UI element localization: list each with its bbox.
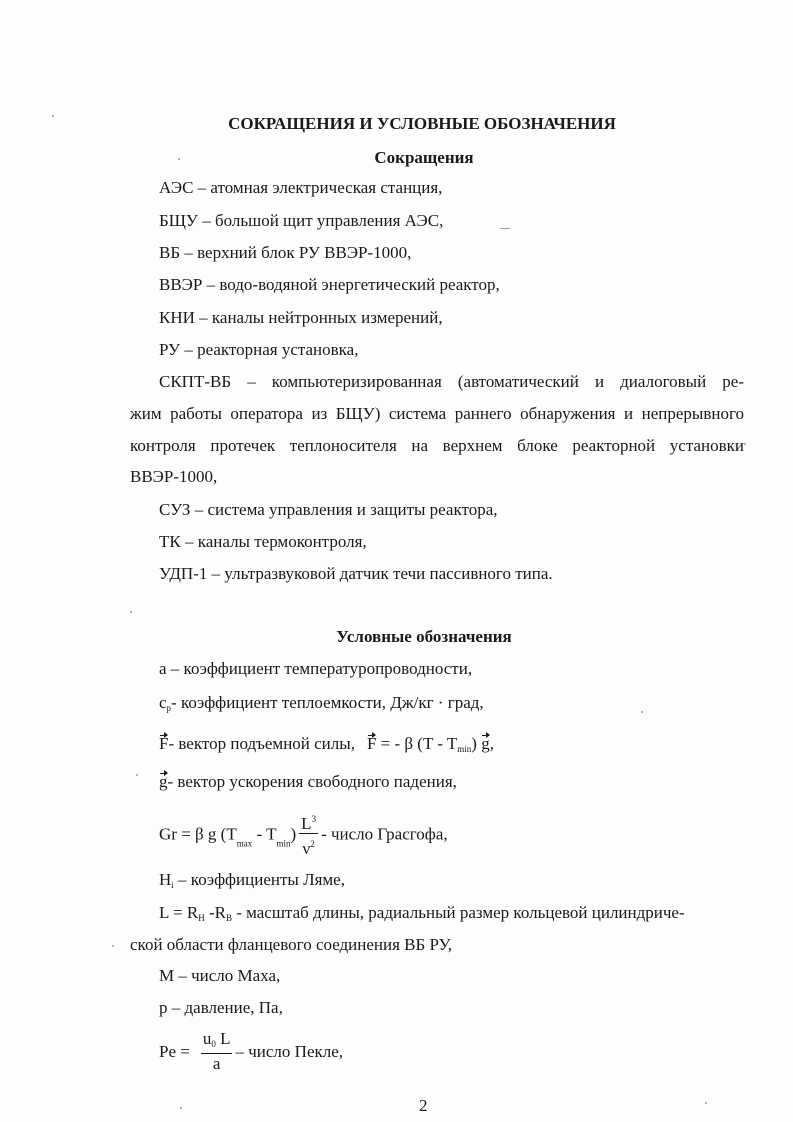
notation-gr — [159, 810, 448, 859]
notation-l-line-2: ской области фланцевого соединения ВБ РУ, — [130, 935, 453, 954]
scan-speck — [500, 228, 510, 229]
abbreviation-item: БЩУ – большой щит управления АЭС, — [159, 211, 444, 230]
f-formula-eq: = - β (T - T — [380, 734, 458, 753]
scan-speck — [180, 1107, 182, 1109]
notations-heading: Условные обозначения — [336, 627, 512, 646]
f-formula-g: g — [481, 734, 490, 753]
l-mid: -R — [204, 903, 226, 922]
scan-speck — [112, 945, 114, 947]
page-number: 2 — [419, 1096, 428, 1115]
pe-den: a — [212, 1054, 221, 1073]
f-formula-lhs: F — [366, 734, 377, 753]
abbreviation-item: ВВЭР – водо-водяной энергетический реактор, — [159, 275, 500, 294]
notation-f — [159, 734, 494, 759]
gr-num-l: L — [301, 814, 312, 833]
pe-num-sub: 0 — [211, 1039, 216, 1049]
scan-speck — [705, 1102, 707, 1104]
abbreviation-item: ТК – каналы термоконтроля, — [159, 532, 367, 551]
notation-a: a – коэффициент температуропроводности, — [159, 659, 473, 678]
gr-num-sup: 3 — [311, 814, 317, 824]
cp-subscript: p — [166, 703, 172, 713]
abbreviations-heading: Сокращения — [374, 148, 474, 167]
abbreviation-item: КНИ – каналы нейтронных измерений, — [159, 308, 443, 327]
gr-sub-max: max — [236, 838, 253, 849]
gr-close: ) — [290, 824, 297, 844]
abbreviation-item: УДП-1 – ультразвуковой датчик течи пассивного типа. — [159, 564, 553, 583]
pe-fraction — [201, 1030, 233, 1074]
abbreviation-item: СУЗ – система управления и защиты реактора, — [159, 500, 498, 519]
l-sub-h: Н — [198, 913, 205, 923]
scan-speck — [52, 115, 54, 117]
gr-mid: - T — [252, 824, 277, 844]
g-text: - вектор ускорения свободного падения, — [167, 772, 457, 791]
f-text: - вектор подъемной силы, — [168, 734, 355, 753]
cp-symbol: c — [159, 693, 167, 712]
gr-lhs: Gr = β g (T — [159, 824, 237, 844]
notation-p: р – давление, Па, — [159, 998, 283, 1017]
scan-speck — [641, 711, 643, 713]
l-sub-b: В — [225, 913, 232, 923]
abbreviation-item: ВБ – верхний блок РУ ВВЭР-1000, — [159, 243, 412, 262]
abbreviation-item: АЭС – атомная электрическая станция, — [159, 178, 443, 197]
l-line1-text: - масштаб длины, радиальный размер кольцевой цилиндриче- — [231, 903, 685, 922]
abbreviation-item: РУ – реакторная установка, — [159, 340, 359, 359]
scan-speck — [178, 158, 180, 160]
f-formula-close: ) — [471, 734, 477, 753]
scan-speck — [136, 774, 138, 776]
f-formula-end: , — [489, 734, 494, 753]
skptvb-line-1: СКПТ-ВБ – компьютеризированная (автоматический и диалоговый ре- — [159, 372, 744, 391]
pe-num-l: L — [215, 1029, 231, 1048]
skptvb-line-3: контроля протечек теплоносителя на верхнем блоке реакторной установки — [130, 436, 744, 455]
notation-h — [159, 870, 345, 895]
notation-cp — [159, 693, 484, 718]
f-formula-sub: min — [457, 744, 472, 754]
notation-g — [159, 772, 457, 792]
scan-speck — [130, 611, 132, 613]
gr-text: - число Грасгофа, — [321, 824, 448, 844]
pe-lhs: Pe = — [159, 1042, 190, 1061]
h-text: – коэффициенты Ляме, — [178, 870, 345, 889]
pe-text: – число Пекле, — [235, 1042, 344, 1061]
notation-l-line-1 — [159, 903, 685, 928]
l-lhs: L = R — [159, 903, 199, 922]
notation-m: М – число Маха, — [159, 966, 281, 985]
f-vector-symbol: F — [159, 734, 169, 753]
g-vector-symbol: g — [159, 772, 168, 791]
notation-pe — [159, 1030, 343, 1074]
page-title: СОКРАЩЕНИЯ И УСЛОВНЫЕ ОБОЗНАЧЕНИЯ — [228, 114, 616, 133]
pe-num-u: u — [202, 1029, 212, 1048]
scan-speck — [744, 443, 746, 445]
gr-den-nu: ν — [302, 839, 311, 858]
h-subscript: i — [171, 880, 174, 890]
gr-fraction — [299, 810, 318, 859]
gr-sub-min: min — [276, 838, 291, 849]
cp-text: - коэффициент теплоемкости, Дж/кг · град, — [171, 693, 484, 712]
h-symbol: H — [159, 870, 172, 889]
skptvb-line-2: жим работы оператора из БЩУ) система раннего обнаружения и непрерывного — [130, 404, 744, 423]
gr-den-sup: 2 — [310, 839, 315, 849]
skptvb-line-4: ВВЭР-1000, — [130, 467, 218, 486]
